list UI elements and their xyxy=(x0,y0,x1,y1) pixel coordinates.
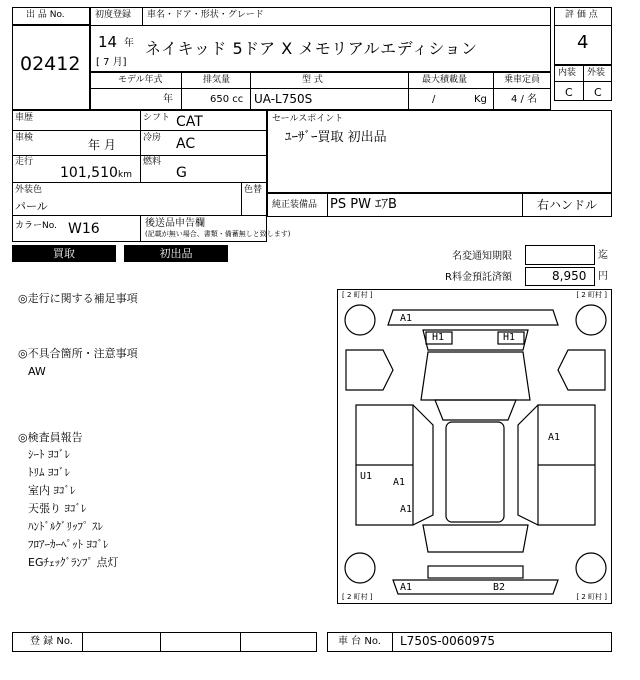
interior-grade: C xyxy=(565,86,573,99)
damage-mark-right-side: A1 xyxy=(548,432,561,443)
defects-heading: ◎不具合箇所・注意事項 xyxy=(18,347,138,360)
first-reg-month: [ 7 月] xyxy=(96,57,127,68)
type-label: 型 式 xyxy=(302,75,323,85)
sales-point-label: セールスポイント xyxy=(272,114,344,124)
inspector-item: ｼｰﾄ ﾖｺﾞﾚ xyxy=(28,448,70,461)
car-diagram xyxy=(337,289,612,604)
corner-label-br: [ 2 町村 ] xyxy=(576,593,607,601)
deadline-label: 名変通知期限 xyxy=(452,251,512,262)
damage-mark-left-side-u: U1 xyxy=(360,471,373,482)
damage-mark-left-front-door: A1 xyxy=(393,477,406,488)
capacity-label: 乗車定員 xyxy=(504,75,541,85)
chassis-value: L750S-0060975 xyxy=(400,634,495,648)
inspector-item: EGﾁｪｯｸﾞﾗﾝﾌﾟ 点灯 xyxy=(28,556,119,569)
damage-mark-headlight-left: H1 xyxy=(432,332,445,343)
inspector-item: ﾌﾛｱｰｶｰﾍﾟｯﾄ ﾖｺﾞﾚ xyxy=(28,538,109,551)
buy-bar: 買取 xyxy=(12,245,116,262)
defects-section xyxy=(18,345,318,381)
notes-section xyxy=(18,290,318,308)
inspector-heading: ◎検査員報告 xyxy=(18,431,83,444)
model-year-value: 年 xyxy=(163,94,173,105)
lot-number: 02412 xyxy=(20,53,81,75)
year-unit: 年 xyxy=(124,38,134,49)
deadline-unit: 迄 xyxy=(598,250,608,261)
corner-label-bl: [ 2 町村 ] xyxy=(342,593,373,601)
displacement-value: 650 cc xyxy=(210,94,244,105)
damage-mark-headlight-right: H1 xyxy=(503,332,516,343)
model-year-label: モデル年式 xyxy=(118,75,163,85)
inspector-item: ﾊﾝﾄﾞﾙｸﾞﾘｯﾌﾟ ｽﾚ xyxy=(28,520,103,533)
interior-label: 内装 xyxy=(558,68,577,78)
defects-value: AW xyxy=(28,365,46,378)
capacity-value: 4 / 名 xyxy=(511,94,538,105)
damage-mark-front-bumper: A1 xyxy=(400,313,413,324)
corner-label-tr: [ 2 町村 ] xyxy=(576,291,607,299)
ac-value: AC xyxy=(176,136,196,152)
equipment-label: 純正装備品 xyxy=(272,200,318,210)
type-value: UA-L750S xyxy=(254,92,313,106)
displacement-label: 排気量 xyxy=(203,75,231,85)
sales-point-value: ﾕｰｻﾞｰ買取 初出品 xyxy=(285,130,387,145)
lot-number-label: 出 品 No. xyxy=(26,10,65,20)
car-name-label: 車名・ドア・形状・グレード xyxy=(147,10,264,20)
docs-label: 後送品申告欄 xyxy=(145,218,205,229)
exterior-grade: C xyxy=(594,86,602,99)
fuel-label: 燃料 xyxy=(143,157,162,167)
score-label: 評 価 点 xyxy=(565,10,598,20)
inspection-value: 年 月 xyxy=(88,138,116,152)
driving-heading: ◎走行に関する補足事項 xyxy=(18,292,138,305)
docs-note: (記載が無い場合、書類・備蓄無しと致します) xyxy=(145,230,291,238)
ext-color-value: パール xyxy=(15,200,48,213)
damage-mark-left-rear-door: A1 xyxy=(400,504,413,515)
ac-label: 冷房 xyxy=(143,133,162,143)
deadline-field xyxy=(525,245,595,265)
first-reg-label: 初度登録 xyxy=(95,10,132,20)
car-outline xyxy=(338,290,613,605)
mileage-label: 走行 xyxy=(15,157,34,167)
recycle-label: R料金預託済額 xyxy=(445,272,512,283)
max-load-unit: Kg xyxy=(474,94,487,105)
equipment-value: PS PW ｴｱB xyxy=(330,197,397,212)
exterior-label: 外装 xyxy=(587,68,606,78)
chassis-label: 車 台 No. xyxy=(338,636,381,647)
inspector-item: ﾄﾘﾑ ﾖｺﾞﾚ xyxy=(28,466,70,479)
damage-mark-rear-bumper-right: B2 xyxy=(493,582,506,593)
color-change-label: 色替 xyxy=(244,185,263,195)
shift-value: CAT xyxy=(176,114,203,130)
steering-value: 右ハンドル xyxy=(537,198,598,212)
color-no-label: カラーNo. xyxy=(15,221,57,231)
recycle-value: 8,950 xyxy=(552,269,587,283)
inspector-section xyxy=(18,430,318,572)
score-value: 4 xyxy=(577,32,589,53)
max-load-label: 最大積載量 xyxy=(422,75,468,85)
recycle-unit: 円 xyxy=(598,271,608,282)
first-reg-year: 14 xyxy=(98,33,118,51)
inspection-label: 車検 xyxy=(15,133,34,143)
first-listing-bar: 初出品 xyxy=(124,245,228,262)
mileage-value: 101,510 xyxy=(60,165,118,181)
color-no-value: W16 xyxy=(68,221,100,237)
corner-label-tl: [ 2 町村 ] xyxy=(342,291,373,299)
ext-color-label: 外装色 xyxy=(15,185,43,195)
shift-label: シフト xyxy=(143,113,171,123)
mileage-unit: km xyxy=(118,170,132,180)
max-load-value: / xyxy=(432,94,436,105)
damage-mark-rear-bumper-left: A1 xyxy=(400,582,413,593)
reg-no-label: 登 録 No. xyxy=(30,636,73,647)
car-name: ネイキッド 5ドア X メモリアルエディション xyxy=(145,39,478,58)
fuel-value: G xyxy=(176,165,187,181)
inspector-item: 室内 ﾖｺﾞﾚ xyxy=(28,484,76,497)
inspector-item: 天張り ﾖｺﾞﾚ xyxy=(28,502,87,515)
history-label: 車歴 xyxy=(15,113,34,123)
